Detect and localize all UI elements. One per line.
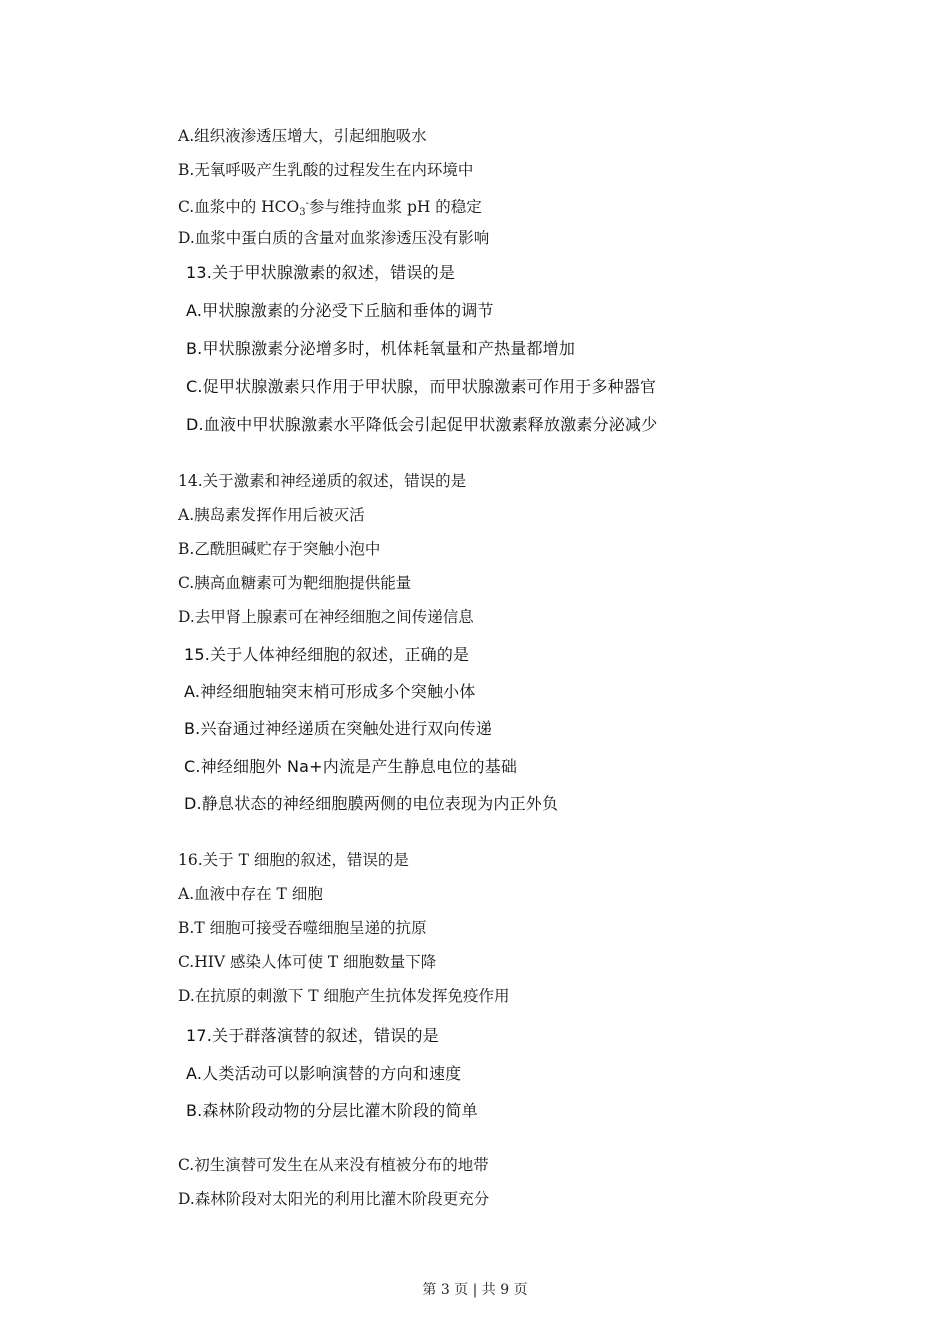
page-number-footer: 第 3 页 | 共 9 页 — [422, 1282, 528, 1298]
question-13-option-c: C.促甲状腺激素只作用于甲状腺，而甲状腺激素可作用于多种器官 — [186, 377, 657, 396]
question-15-option-d: D.静息状态的神经细胞膜两侧的电位表现为内正外负 — [184, 794, 559, 813]
question-15-option-c: C.神经细胞外 Na+内流是产生静息电位的基础 — [184, 757, 518, 776]
question-13-option-d: D.血液中甲状腺激素水平降低会引起促甲状激素释放激素分泌减少 — [186, 415, 658, 434]
question-14-option-c: C.胰高血糖素可为靶细胞提供能量 — [178, 574, 412, 592]
option-b: B.无氧呼吸产生乳酸的过程发生在内环境中 — [178, 161, 474, 179]
question-15-option-b: B.兴奋通过神经递质在突触处进行双向传递 — [184, 719, 493, 738]
option-a: A.组织液渗透压增大，引起细胞吸水 — [178, 127, 427, 145]
question-14-option-d: D.去甲肾上腺素可在神经细胞之间传递信息 — [178, 608, 474, 626]
question-17-option-c: C.初生演替可发生在从来没有植被分布的地带 — [178, 1156, 489, 1174]
option-c-suffix: 参与维持血浆 pH 的稳定 — [309, 198, 482, 216]
question-14-option-b: B.乙酰胆碱贮存于突触小泡中 — [178, 540, 381, 558]
option-c-prefix: C.血浆中的 HCO — [178, 198, 300, 216]
question-13-option-a: A.甲状腺激素的分泌受下丘脑和垂体的调节 — [186, 301, 494, 320]
question-16-option-a: A.血液中存在 T 细胞 — [178, 885, 323, 903]
option-c — [178, 194, 482, 223]
question-16-option-b: B.T 细胞可接受吞噬细胞呈递的抗原 — [178, 919, 427, 937]
question-15-stem: 15.关于人体神经细胞的叙述，正确的是 — [184, 645, 470, 664]
question-14-option-a: A.胰岛素发挥作用后被灭活 — [178, 506, 365, 524]
question-15-option-a: A.神经细胞轴突末梢可形成多个突触小体 — [184, 682, 476, 701]
question-16-option-d: D.在抗原的刺激下 T 细胞产生抗体发挥免疫作用 — [178, 987, 510, 1005]
question-13-stem: 13.关于甲状腺激素的叙述，错误的是 — [186, 263, 456, 282]
question-16-option-c: C.HIV 感染人体可使 T 细胞数量下降 — [178, 953, 437, 971]
question-17-option-b: B.森林阶段动物的分层比灌木阶段的简单 — [186, 1101, 478, 1120]
question-17-option-d: D.森林阶段对太阳光的利用比灌木阶段更充分 — [178, 1190, 490, 1208]
question-17-stem: 17.关于群落演替的叙述，错误的是 — [186, 1026, 439, 1045]
question-17-option-a: A.人类活动可以影响演替的方向和速度 — [186, 1064, 462, 1083]
option-d: D.血浆中蛋白质的含量对血浆渗透压没有影响 — [178, 229, 490, 247]
question-13-option-b: B.甲状腺激素分泌增多时，机体耗氧量和产热量都增加 — [186, 339, 576, 358]
question-16-stem: 16.关于 T 细胞的叙述，错误的是 — [178, 851, 409, 869]
subscript: 3 — [299, 207, 306, 218]
superscript: - — [305, 198, 310, 209]
question-14-stem: 14.关于激素和神经递质的叙述，错误的是 — [178, 472, 467, 490]
